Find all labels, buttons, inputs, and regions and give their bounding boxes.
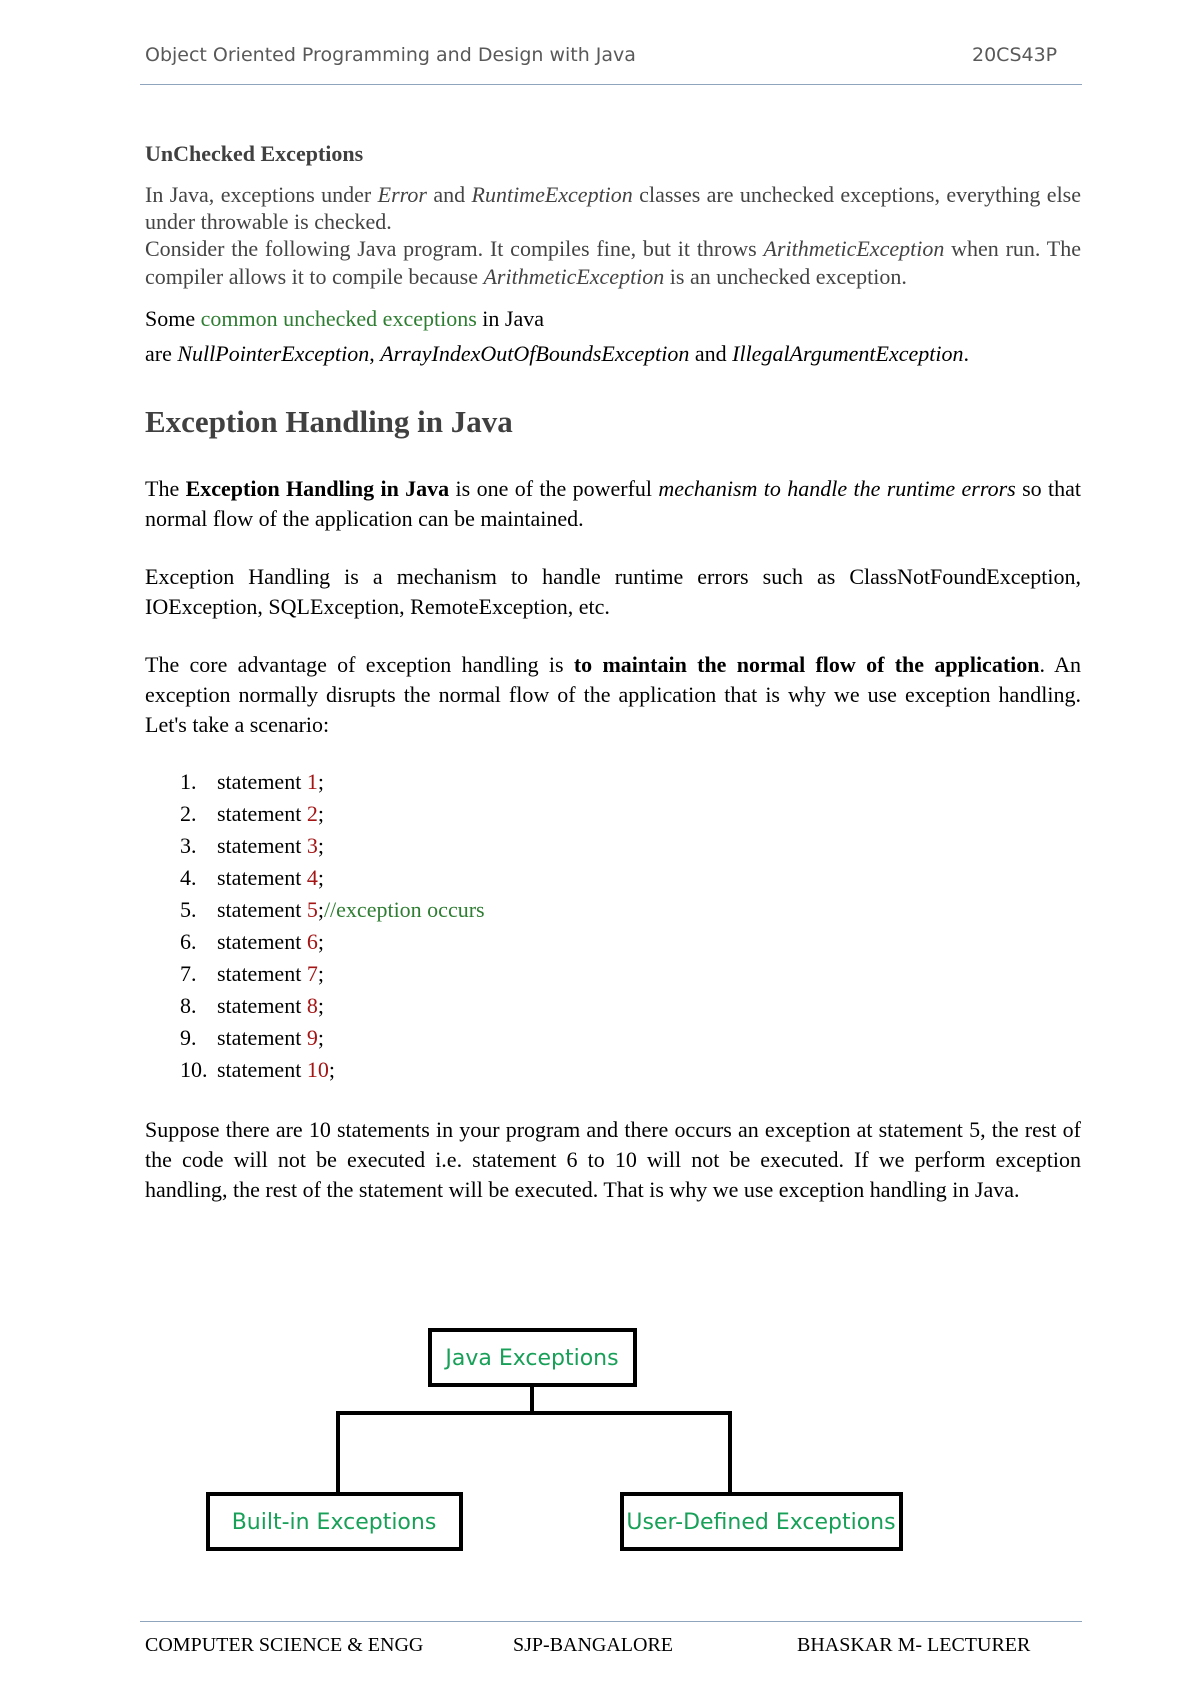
- text-run: and: [426, 182, 472, 207]
- statement-terminator: ;: [317, 769, 324, 794]
- statement-number: 8.: [180, 993, 197, 1018]
- statement-word: statement: [217, 769, 307, 794]
- text-run: are: [145, 341, 178, 366]
- italic-term: ArithmeticException: [483, 264, 665, 289]
- statement-word: statement: [217, 1057, 307, 1082]
- text-run: The: [145, 476, 186, 501]
- handling-paragraph-4: Suppose there are 10 statements in your program and there occurs an exception at statement 5, the rest of the code will not be executed i.e. statement 6 to 10 will not be executed. If we perform exception handling, the rest of the statement will be executed. That is why we use exception handling in Java.: [145, 1117, 1081, 1202]
- statement-number: 1.: [180, 769, 197, 794]
- statement-comment: //exception occurs: [323, 897, 485, 922]
- statement-word: statement: [217, 961, 307, 986]
- statement-number: 9.: [180, 1025, 197, 1050]
- statement-index: 6: [306, 929, 318, 954]
- unchecked-heading: UnChecked Exceptions: [145, 141, 364, 166]
- bold-term: to maintain the normal flow of the application: [573, 652, 1040, 677]
- statement-word: statement: [217, 865, 307, 890]
- statement-word: statement: [217, 897, 307, 922]
- italic-term: ArithmeticException: [763, 236, 945, 261]
- text-run: when run. The compiler allows it to compile because: [145, 236, 1081, 289]
- diagram-right-label: User-Defined Exceptions: [626, 1510, 896, 1535]
- text-run: In Java, exceptions under: [145, 182, 378, 207]
- statement-index: 1: [306, 769, 318, 794]
- statement-word: statement: [217, 801, 307, 826]
- header-course-code: 20CS43P: [972, 44, 1058, 66]
- statement-terminator: ;: [317, 961, 324, 986]
- bold-term: Exception Handling in Java: [185, 476, 450, 501]
- italic-term: Error: [377, 182, 427, 207]
- diagram-left-label: Built-in Exceptions: [231, 1510, 437, 1535]
- footer-divider: [140, 1621, 1082, 1622]
- statement-word: statement: [217, 993, 307, 1018]
- statement-index: 8: [306, 993, 318, 1018]
- common-unchecked-exceptions-link[interactable]: common unchecked exceptions: [200, 306, 477, 331]
- statement-number: 4.: [180, 865, 197, 890]
- statement-number: 2.: [180, 801, 197, 826]
- text-run: Consider the following Java program. It compiles fine, but it throws: [145, 236, 764, 261]
- footer-department: COMPUTER SCIENCE & ENGG: [145, 1634, 424, 1656]
- text-run: is an unchecked exception.: [664, 264, 907, 289]
- handling-heading: Exception Handling in Java: [145, 404, 513, 439]
- statement-number: 3.: [180, 833, 197, 858]
- statement-index: 7: [306, 961, 318, 986]
- text-run: ,: [369, 341, 381, 366]
- text-run: Some: [145, 306, 201, 331]
- italic-term: RuntimeException: [471, 182, 633, 207]
- statement-index: 3: [306, 833, 318, 858]
- statement-word: statement: [217, 1025, 307, 1050]
- statement-terminator: ;: [317, 1025, 324, 1050]
- footer-author: BHASKAR M- LECTURER: [797, 1634, 1031, 1656]
- statement-terminator: ;: [328, 1057, 335, 1082]
- text-run: . An exception normally disrupts the normal flow of the application that is why we use exception handling. Let's take a scenario:: [145, 652, 1081, 737]
- italic-term: ArrayIndexOutOfBoundsException: [380, 341, 690, 366]
- text-run: is one of the powerful: [449, 476, 659, 501]
- italic-term: mechanism to handle the runtime errors: [658, 476, 1016, 501]
- statement-terminator: ;: [317, 833, 324, 858]
- statement-number: 6.: [180, 929, 197, 954]
- italic-term: IllegalArgumentException: [732, 341, 964, 366]
- statement-terminator: ;: [317, 865, 324, 890]
- statement-word: statement: [217, 929, 307, 954]
- statement-index: 9: [306, 1025, 318, 1050]
- text-run: in Java: [476, 306, 544, 331]
- statement-number: 7.: [180, 961, 197, 986]
- text-run: and: [689, 341, 733, 366]
- text-run: classes are unchecked exceptions, everything else under throwable is checked.: [145, 182, 1082, 234]
- footer-college: SJP-BANGALORE: [513, 1634, 674, 1656]
- statement-number: 10.: [180, 1057, 208, 1082]
- statement-index: 2: [306, 801, 318, 826]
- statement-number: 5.: [180, 897, 197, 922]
- statement-index: 5: [306, 897, 318, 922]
- diagram-root-label: Java Exceptions: [445, 1346, 619, 1371]
- statement-index: 10: [306, 1057, 329, 1082]
- statement-terminator: ;: [317, 801, 324, 826]
- statement-word: statement: [217, 833, 307, 858]
- text-run: .: [963, 341, 969, 366]
- italic-term: NullPointerException: [177, 341, 370, 366]
- statement-index: 4: [306, 865, 318, 890]
- handling-paragraph-2: Exception Handling is a mechanism to handle runtime errors such as ClassNotFoundException, IOException, SQLException, RemoteException, etc.: [145, 564, 1081, 619]
- statement-terminator: ;: [317, 993, 324, 1018]
- text-run: The core advantage of exception handling is: [145, 652, 574, 677]
- statement-terminator: ;: [317, 897, 324, 922]
- header-title: Object Oriented Programming and Design with Java: [145, 44, 636, 66]
- statement-terminator: ;: [317, 929, 324, 954]
- text-run: so that normal flow of the application can be maintained.: [145, 476, 1081, 531]
